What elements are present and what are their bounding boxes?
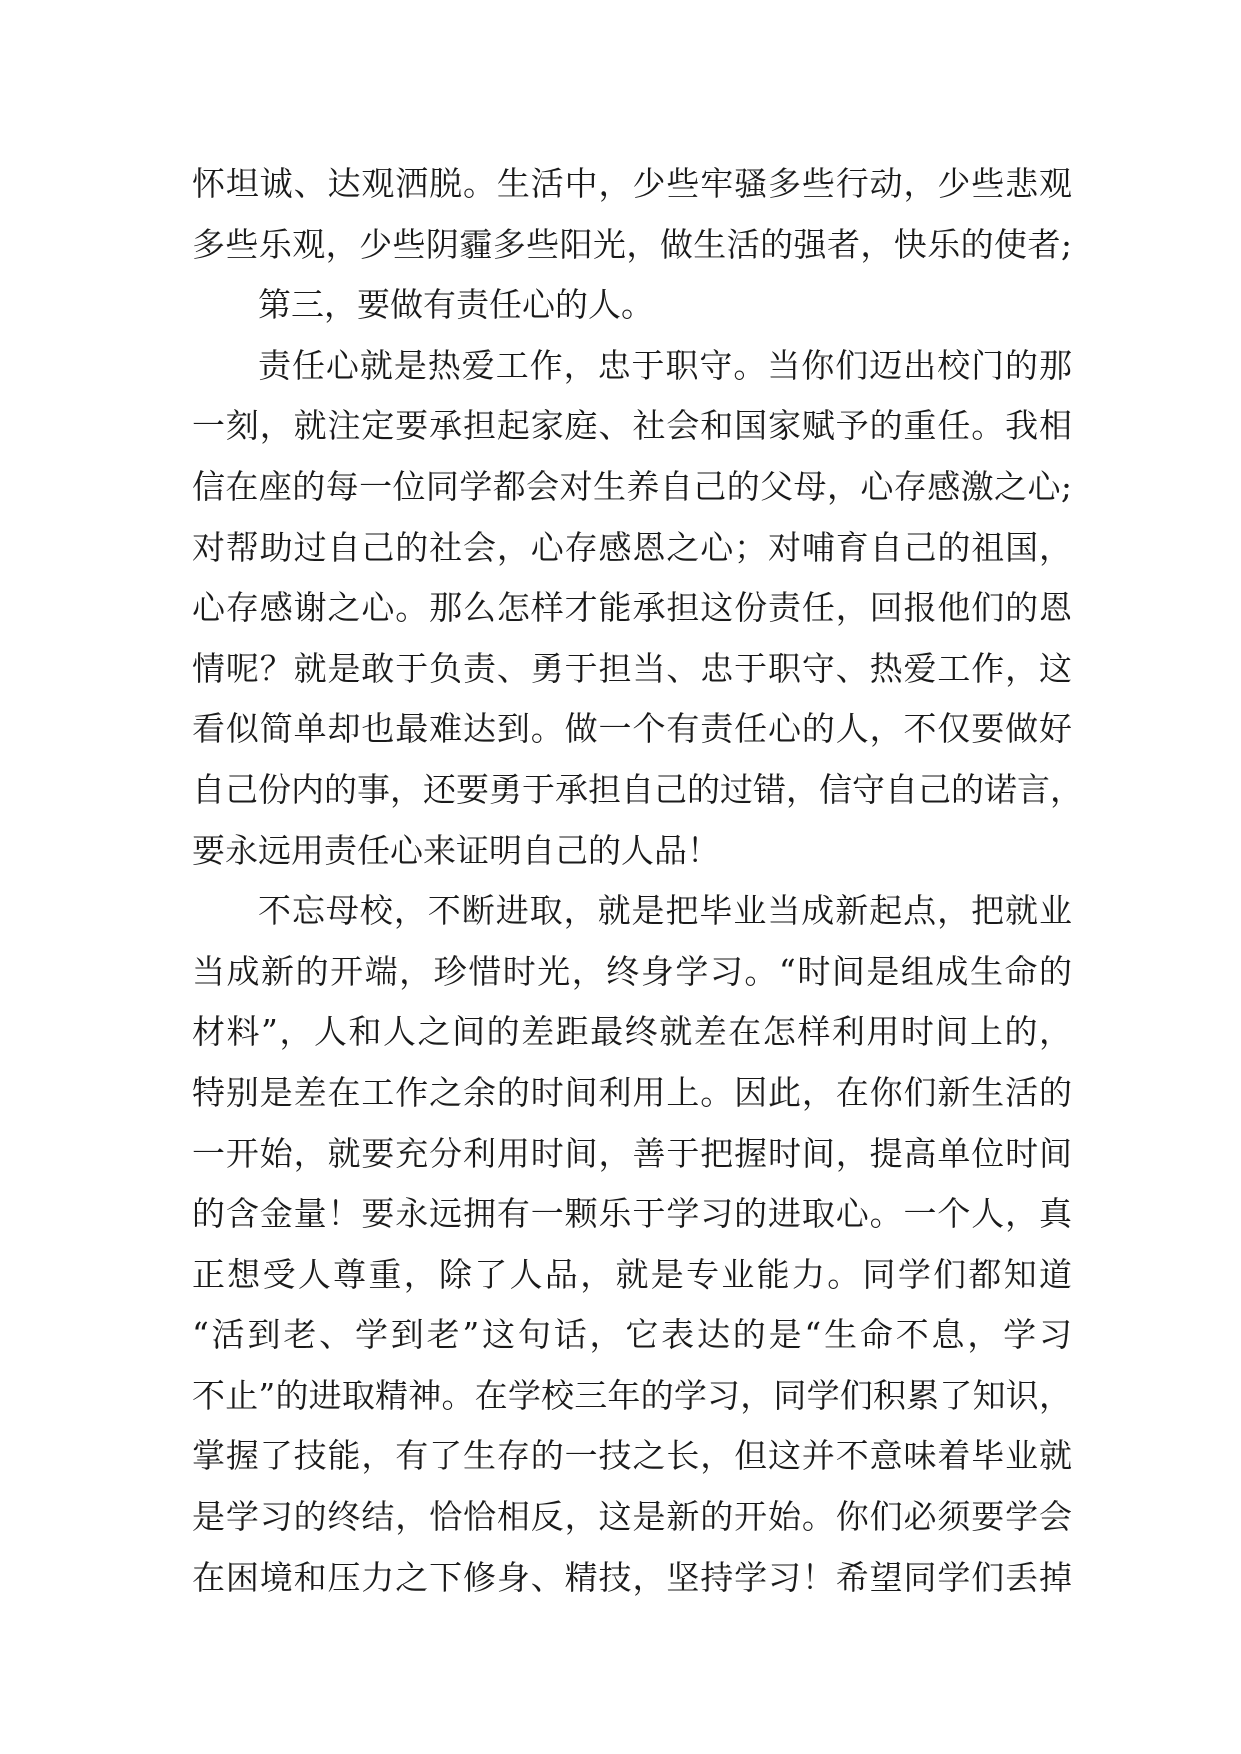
text-line: 不止”的进取精神。在学校三年的学习，同学们积累了知识， <box>192 1375 1072 1415</box>
text-line: 要永远用责任心来证明自己的人品！ <box>192 830 720 870</box>
text-line: 的含金量！要永远拥有一颗乐于学习的进取心。一个人，真 <box>192 1194 1072 1234</box>
text-line: 不忘母校，不断进取，就是把毕业当成新起点，把就业 <box>258 891 1072 931</box>
text-line: 多些乐观，少些阴霾多些阳光，做生活的强者，快乐的使者; <box>192 224 1072 264</box>
text-line: 当成新的开端，珍惜时光，终身学习。“时间是组成生命的 <box>192 951 1072 991</box>
text-line: 心存感谢之心。那么怎样才能承担这份责任，回报他们的恩 <box>192 588 1072 628</box>
text-line: 自己份内的事，还要勇于承担自己的过错，信守自己的诺言， <box>192 769 1083 809</box>
section-heading: 第三，要做有责任心的人。 <box>258 285 654 325</box>
text-line: 一开始，就要充分利用时间，善于把握时间，提高单位时间 <box>192 1133 1072 1173</box>
text-line: 在困境和压力之下修身、精技，坚持学习！希望同学们丢掉 <box>192 1557 1072 1597</box>
body-text <box>192 154 1083 1608</box>
text-line: 正想受人尊重，除了人品，就是专业能力。同学们都知道 <box>192 1254 1072 1294</box>
text-line: 材料”，人和人之间的差距最终就差在怎样利用时间上的， <box>192 1012 1072 1052</box>
text-line: 看似简单却也最难达到。做一个有责任心的人，不仅要做好 <box>192 709 1072 749</box>
text-line: 信在座的每一位同学都会对生养自己的父母，心存感激之心; <box>192 466 1072 506</box>
text-line: 一刻，就注定要承担起家庭、社会和国家赋予的重任。我相 <box>192 406 1072 446</box>
text-line: “活到老、学到老”这句话，它表达的是“生命不息，学习 <box>192 1315 1072 1355</box>
text-line: 怀坦诚、达观洒脱。生活中，少些牢骚多些行动，少些悲观 <box>192 164 1072 203</box>
text-line: 是学习的终结，恰恰相反，这是新的开始。你们必须要学会 <box>192 1497 1072 1537</box>
text-line: 特别是差在工作之余的时间利用上。因此，在你们新生活的 <box>192 1072 1072 1112</box>
text-line: 责任心就是热爱工作，忠于职守。当你们迈出校门的那 <box>258 345 1072 385</box>
text-line: 情呢？就是敢于负责、勇于担当、忠于职守、热爱工作，这 <box>192 648 1072 688</box>
text-line: 对帮助过自己的社会，心存感恩之心；对哺育自己的祖国， <box>192 527 1072 567</box>
text-line: 掌握了技能，有了生存的一技之长，但这并不意味着毕业就 <box>192 1436 1072 1476</box>
